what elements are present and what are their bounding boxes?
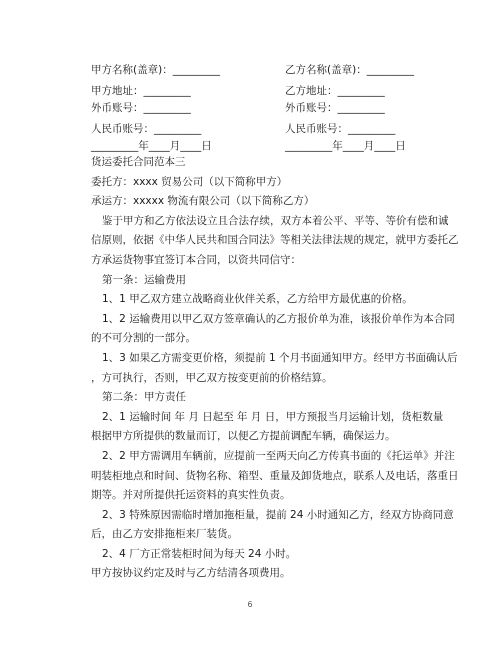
party-a-rmb-account: 人民币账号：_________ bbox=[91, 123, 202, 135]
signature-row-address bbox=[0, 83, 500, 99]
clause-2-2-line-2: 明装柜地点和时间、货物名称、箱型、重量及卸货地点，联系人及电话，落重日 bbox=[91, 469, 459, 482]
contract-title: 货运委托合同范本三 bbox=[91, 156, 186, 168]
clause-1-2-line-2: 的不可分割的一部分。 bbox=[91, 332, 196, 345]
clause-2-2-line-3: 期等。并对所提供托运资料的真实性负责。 bbox=[91, 489, 291, 502]
carrier-party: 承运方：xxxxx 物流有限公司（以下简称乙方） bbox=[91, 195, 315, 208]
signature-row-rmb-account bbox=[0, 121, 500, 137]
article-1-heading: 第一条：运输费用 bbox=[102, 273, 186, 286]
signature-row-company bbox=[0, 62, 500, 78]
party-a-address: 甲方地址：_________ bbox=[91, 85, 191, 97]
preamble-line-1: 鉴于甲方和乙方依法设立且合法存续，双方本着公平、平等、等价有偿和诚 bbox=[102, 214, 449, 227]
party-b-company-name: 乙方名称(盖章)：_________ bbox=[285, 64, 414, 76]
preamble-line-3: 方承运货物事宜签订本合同，以资共同信守： bbox=[91, 253, 301, 266]
entrusting-party: 委托方：xxxx 贸易公司（以下简称甲方） bbox=[91, 175, 288, 188]
clause-2-2-line-1: 2、2 甲方需调用车辆前，应提前一至两天向乙方传真书面的《托运单》并注 bbox=[102, 449, 455, 462]
article-2-heading: 第二条：甲方责任 bbox=[102, 391, 186, 404]
payment-note: 甲方按协议约定及时与乙方结清各项费用。 bbox=[91, 567, 291, 580]
party-b-date: _________年____月____日 bbox=[285, 140, 406, 152]
clause-2-1-line-2: 根据甲方所提供的数量而订，以便乙方提前调配车辆，确保运力。 bbox=[91, 430, 396, 443]
party-b-address: 乙方地址：_________ bbox=[285, 85, 385, 97]
page-number: 6 bbox=[247, 600, 253, 609]
preamble-line-2: 信原则，依据《中华人民共和国合同法》等相关法律法规的规定，就甲方委托乙 bbox=[91, 234, 459, 247]
clause-2-4: 2、4 厂方正常装柜时间为每天 24 小时。 bbox=[102, 547, 297, 560]
party-b-foreign-account: 外币账号：_________ bbox=[285, 102, 385, 114]
clause-1-3-line-2: ，方可执行，否则，甲乙双方按变更前的价格结算。 bbox=[91, 371, 333, 384]
party-b-rmb-account: 人民币账号：_________ bbox=[285, 123, 396, 135]
party-a-date: _________年____月____日 bbox=[91, 140, 212, 152]
signature-row-date bbox=[0, 138, 500, 154]
party-a-company-name: 甲方名称(盖章)：_________ bbox=[91, 64, 220, 76]
clause-2-3-line-1: 2、3 特殊原因需临时增加拖柜量，提前 24 小时通知乙方，经双方协商同意 bbox=[102, 508, 454, 521]
clause-1-3-line-1: 1、3 如果乙方需变更价格，须提前 1 个月书面通知甲方。经甲方书面确认后 bbox=[102, 351, 458, 364]
contract-body bbox=[91, 153, 459, 584]
clause-2-1-line-1: 2、1 运输时间 年 月 日起至 年 月 日，甲方预报当月运输计划，货柜数量 bbox=[102, 410, 444, 423]
party-a-foreign-account: 外币账号：_________ bbox=[91, 102, 191, 114]
signature-row-foreign-account bbox=[0, 100, 500, 116]
clause-2-3-line-2: 后，由乙方安排拖柜来厂装货。 bbox=[91, 528, 238, 541]
clause-1-2-line-1: 1、2 运输费用以甲乙双方签章确认的乙方报价单为准，该报价单作为本合同 bbox=[102, 312, 455, 325]
clause-1-1: 1、1 甲乙双方建立战略商业伙伴关系，乙方给甲方最优惠的价格。 bbox=[102, 293, 413, 306]
